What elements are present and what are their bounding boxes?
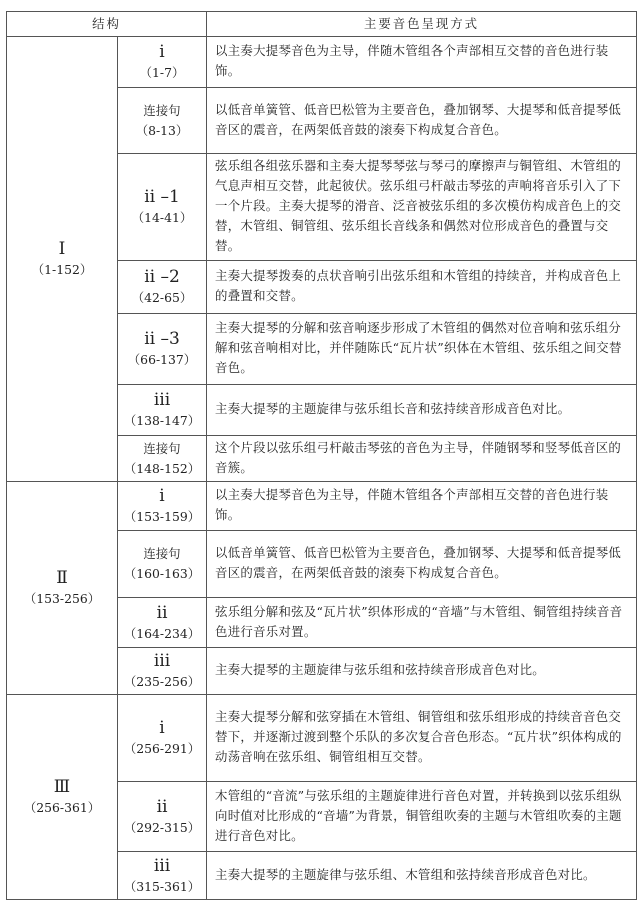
section-3-numeral: Ⅲ <box>53 777 71 797</box>
subsection-range: （42-65） <box>131 290 193 305</box>
subsection-label: ⅰ <box>159 718 165 738</box>
subsection-label: ⅰ <box>159 486 165 506</box>
subsection-label: ⅰ <box>159 42 165 62</box>
subsection-label: ⅱ –1 <box>144 187 180 207</box>
subsection-label-cell <box>118 314 207 385</box>
subsection-range: （235-256） <box>123 674 201 689</box>
subsection-label-cell <box>118 261 207 314</box>
subsection-range: （160-163） <box>123 566 201 581</box>
subsection-range: （1-7） <box>139 65 185 80</box>
description-cell: 主奏大提琴分解和弦穿插在木管组、铜管组和弦乐组形成的持续音音色交替下，并逐渐过渡到整个乐队的多次复合音色形态。“瓦片状”织体构成的动荡音响在弦乐组、铜管组相互交替。 <box>207 695 637 782</box>
structure-table <box>6 11 637 900</box>
subsection-label-cell <box>118 782 207 852</box>
description-cell: 以低音单簧管、低音巴松管为主要音色，叠加钢琴、大提琴和低音提琴低音区的震音，在两架低音鼓的滚奏下构成复合音色。 <box>207 88 637 154</box>
subsection-label-cell <box>118 37 207 88</box>
subsection-label: ⅱ –2 <box>144 267 180 287</box>
subsection-range: （14-41） <box>131 210 193 225</box>
subsection-range: （256-291） <box>123 741 201 756</box>
description-cell: 主奏大提琴的主题旋律与弦乐组长音和弦持续音形成音色对比。 <box>207 385 637 436</box>
subsection-range: （148-152） <box>123 460 201 476</box>
description-cell: 主奏大提琴的主题旋律与弦乐组、木管组和弦持续音形成音色对比。 <box>207 852 637 900</box>
structure-table-container <box>6 11 636 900</box>
subsection-range: （164-234） <box>123 625 201 641</box>
subsection-label-cell <box>118 648 207 695</box>
subsection-label: ⅲ <box>153 390 171 410</box>
subsection-label-cell <box>118 852 207 900</box>
table-row <box>7 695 637 782</box>
subsection-range: （138-147） <box>123 413 201 428</box>
table-row <box>7 37 637 88</box>
subsection-label-cell <box>118 695 207 782</box>
subsection-range: （292-315） <box>123 819 201 835</box>
subsection-range: （315-361） <box>123 878 201 894</box>
subsection-label-cell <box>118 88 207 154</box>
description-cell: 这个片段以弦乐组弓杆敲击琴弦的音色为主导，伴随钢琴和竖琴低音区的音簇。 <box>207 436 637 482</box>
subsection-label-cell <box>118 154 207 261</box>
section-2-numeral: Ⅱ <box>56 568 68 588</box>
subsection-label: 连接句 <box>143 102 181 118</box>
section-1-range: （1-152） <box>31 262 93 277</box>
description-cell: 主奏大提琴的主题旋律与弦乐组和弦持续音形成音色对比。 <box>207 648 637 695</box>
subsection-label: ⅱ <box>156 602 168 623</box>
subsection-range: （153-159） <box>123 509 201 524</box>
header-method: 主要音色呈现方式 <box>207 12 637 37</box>
subsection-label: ⅱ <box>156 796 168 817</box>
subsection-label-cell <box>118 531 207 598</box>
header-structure: 结构 <box>7 12 207 37</box>
description-cell: 弦乐组各组弦乐器和主奏大提琴琴弦与琴弓的摩擦声与铜管组、木管组的气息声相互交替，此起彼伏。弦乐组弓杆敲击琴弦的声响将音乐引入了下一个片段。主奏大提琴的滑音、泛音被弦乐组的多次模仿构成音色上的交替，木管组、铜管组、弦乐组长音线条和偶然对位形成音色的叠置与交替。 <box>207 154 637 261</box>
description-cell: 以主奏大提琴音色为主导，伴随木管组各个声部相互交替的音色进行装饰。 <box>207 37 637 88</box>
section-1-numeral: Ⅰ <box>58 239 66 259</box>
header-row <box>7 12 637 37</box>
section-2-cell <box>7 482 118 695</box>
subsection-label-cell <box>118 598 207 648</box>
section-1-cell <box>7 37 118 482</box>
subsection-label: 连接句 <box>143 546 181 561</box>
description-cell: 以主奏大提琴音色为主导，伴随木管组各个声部相互交替的音色进行装饰。 <box>207 482 637 531</box>
table-row <box>7 482 637 531</box>
subsection-label: ⅲ <box>153 855 171 876</box>
section-3-cell <box>7 695 118 900</box>
description-cell: 主奏大提琴的分解和弦音响逐步形成了木管组的偶然对位音响和弦乐组分解和弦音响相对比，并伴随陈氏“瓦片状”织体在木管组、弦乐组之间交替音色。 <box>207 314 637 385</box>
subsection-label-cell <box>118 482 207 531</box>
subsection-label-cell <box>118 436 207 482</box>
section-3-range: （256-361） <box>23 800 101 815</box>
subsection-label: ⅱ –3 <box>144 329 180 349</box>
subsection-range: （8-13） <box>135 122 189 138</box>
subsection-label: ⅲ <box>153 651 171 671</box>
section-2-range: （153-256） <box>23 591 101 606</box>
description-cell: 以低音单簧管、低音巴松管为主要音色，叠加钢琴、大提琴和低音提琴低音区的震音，在两架低音鼓的滚奏下构成复合音色。 <box>207 531 637 598</box>
subsection-label: 连接句 <box>143 440 181 456</box>
description-cell: 木管组的“音流”与弦乐组的主题旋律进行音色对置，并转换到以弦乐组纵向时值对比形成的“音墙”为背景，铜管组吹奏的主题与木管组吹奏的主题进行音色对比。 <box>207 782 637 852</box>
description-cell: 主奏大提琴拨奏的点状音响引出弦乐组和木管组的持续音，并构成音色上的叠置和交替。 <box>207 261 637 314</box>
subsection-label-cell <box>118 385 207 436</box>
subsection-range: （66-137） <box>127 352 197 367</box>
description-cell: 弦乐组分解和弦及“瓦片状”织体形成的“音墙”与木管组、铜管组持续音音色进行音乐对置。 <box>207 598 637 648</box>
